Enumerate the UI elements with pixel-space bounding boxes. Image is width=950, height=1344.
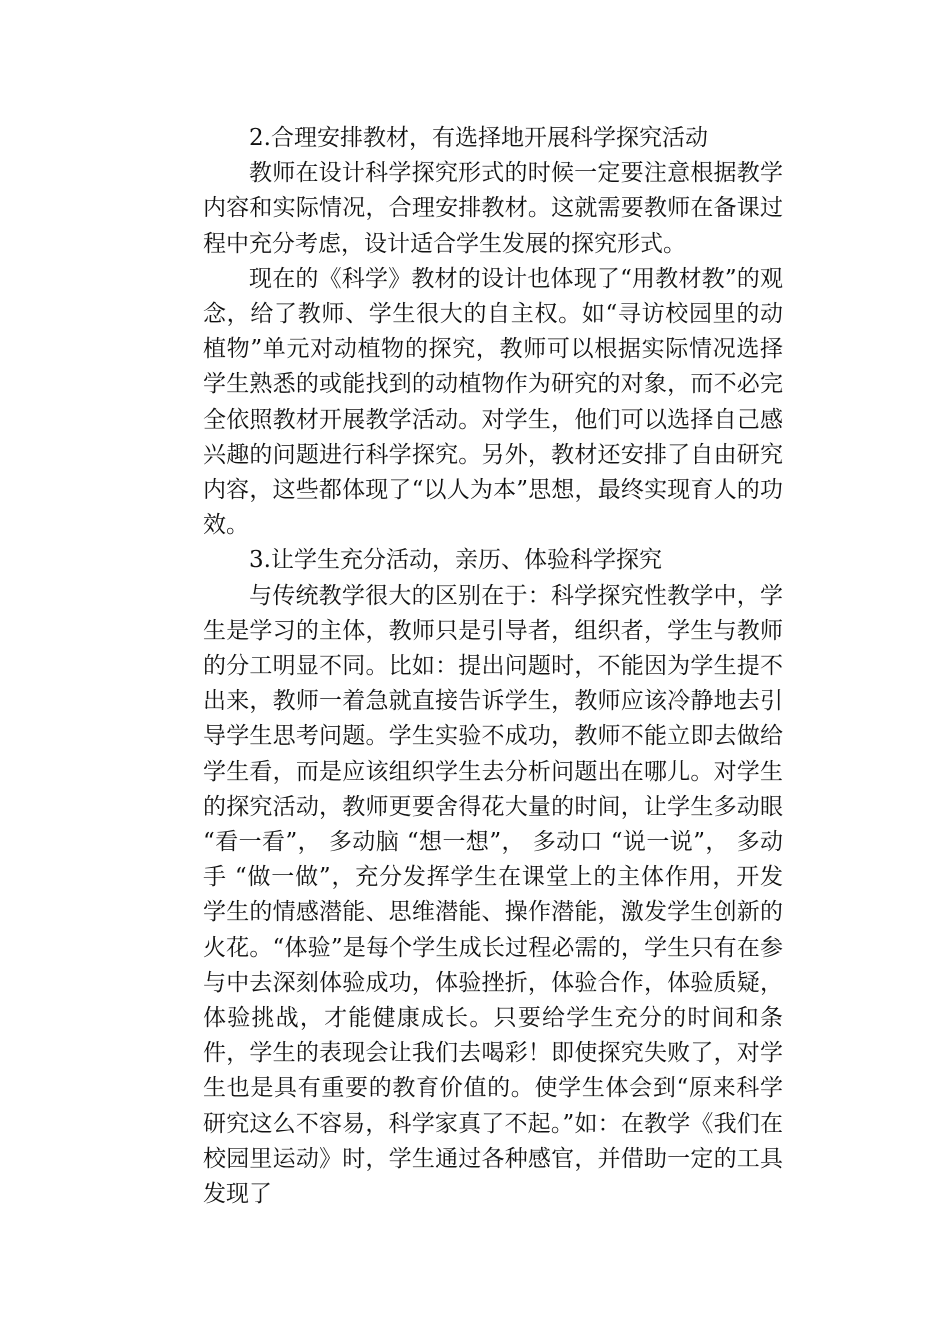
paragraph-1: 教师在设计科学探究形式的时候一定要注意根据教学内容和实际情况，合理安排教材。这就需要教师在备课过程中充分考虑，设计适合学生发展的探究形式。 xyxy=(203,160,783,257)
document-body xyxy=(203,121,783,1212)
section-heading-3: 3.让学生充分活动，亲历、体验科学探究 xyxy=(249,547,662,574)
section-heading-2: 2.合理安排教材，有选择地开展科学探究活动 xyxy=(249,125,708,151)
paragraph-2: 现在的《科学》教材的设计也体现了“用教材教”的观念，给了教师、学生很大的自主权。如“寻访校园里的动植物”单元对动植物的探究，教师可以根据实际情况选择学生熟悉的或能找到的动植物作为研究的对象，而不必完全依照教材开展教学活动。对学生，他们可以选择自己感兴趣的问题进行科学探究。另外，教材还安排了自由研究内容，这些都体现了“以人为本”思想，最终实现育人的功效。 xyxy=(203,265,783,539)
paragraph-3: 与传统教学很大的区别在于：科学探究性教学中，学生是学习的主体，教师只是引导者，组织者，学生与教师的分工明显不同。比如：提出问题时，不能因为学生提不出来，教师一着急就直接告诉学生，教师应该冷静地去引导学生思考问题。学生实验不成功，教师不能立即去做给学生看，而是应该组织学生去分析问题出在哪儿。对学生的探究活动，教师更要舍得花大量的时间，让学生多动眼 “看一看”， 多动脑 “想一想”， 多动口 “说一说”， 多动手 “做一做”，充分发挥学生在课堂上的主体作用，开发学生的情感潜能、思维潜能、操作潜能，激发学生创新的火花。“体验”是每个学生成长过程必需的，学生只有在参与中去深刻体验成功，体验挫折，体验合作，体验质疑，体验挑战，才能健康成长。只要给学生充分的时间和条件，学生的表现会让我们去喝彩！即使探究失败了，对学生也是具有重要的教育价值的。使学生体会到“原来科学研究这么不容易，科学家真了不起。”如：在教学《我们在校园里运动》时，学生通过各种感官，并借助一定的工具发现了 xyxy=(203,582,783,1208)
